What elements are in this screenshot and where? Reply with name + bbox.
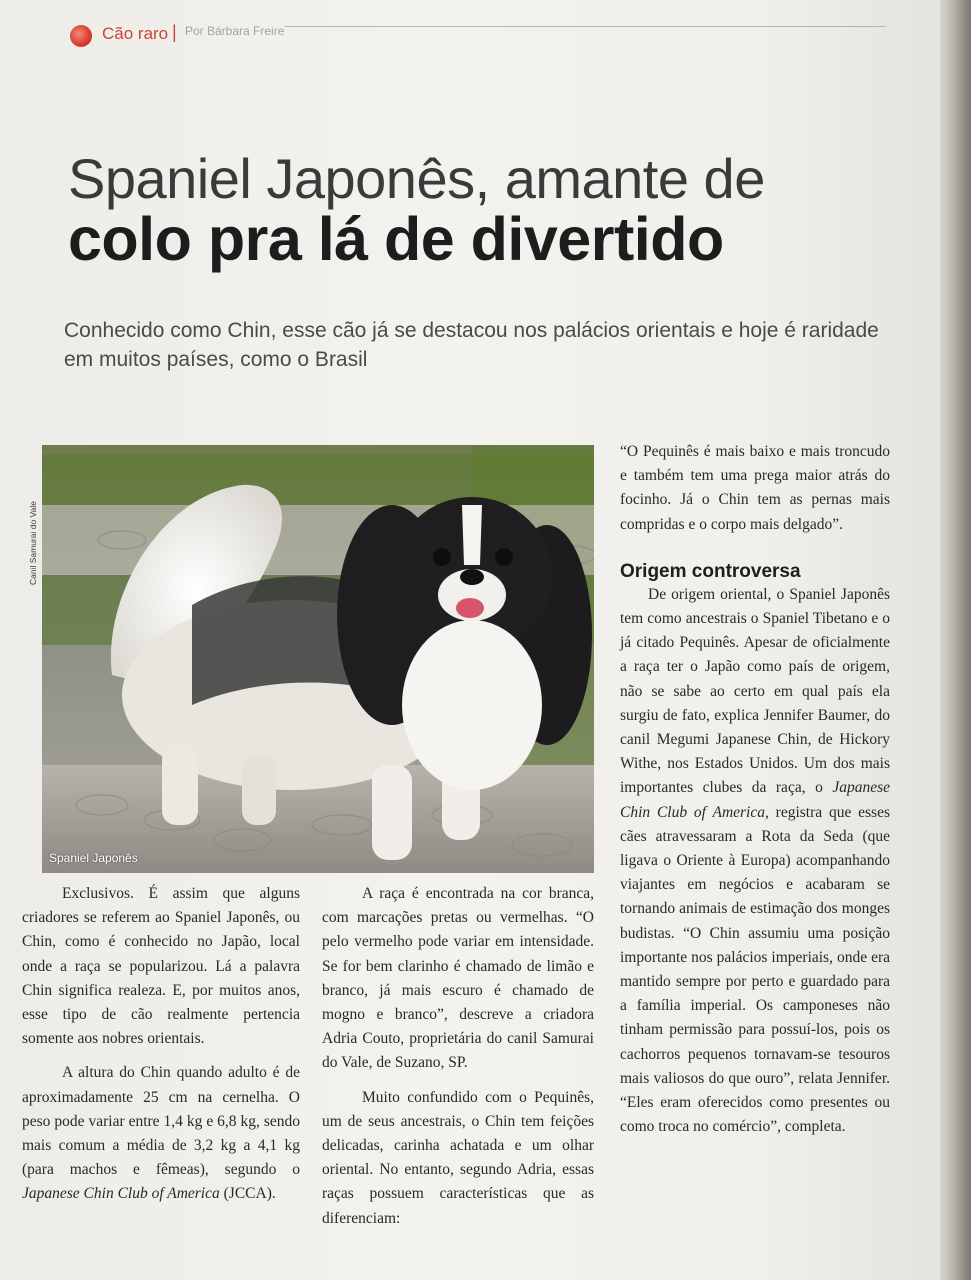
section-name: Cão raro <box>102 24 169 43</box>
dog-photo <box>42 445 594 873</box>
section-heading: Origem controversa <box>620 560 801 582</box>
article-subtitle: Conhecido como Chin, esse cão já se destacou nos palácios orientais e hoje é raridade em muitos países, como o Brasil <box>64 319 879 371</box>
paragraph: De origem oriental, o Spaniel Japonês tem como ancestrais o Spaniel Tibetano e o já citado Pequinês. Apesar de oficialmente a raça ter o Japão como país de origem, não se sabe ao certo em qual país ela surgiu de fato, explica Jennifer Baumer, do canil Megumi Japanese Chin, de Hickory Withe, nos Estados Unidos. Um dos mais importantes clubes da raça, o Japanese Chin Club of America, registra que esses cães atravessaram a Rota da Seda (que ligava o Oriente à Europa) acompanhando viajantes em negócios e acabaram se tornando animais de estimação dos monges budistas. “O Chin assumiu uma posição importante nos palácios imperiais, onde era mantido sempre por perto e guardado para a família imperial. Os camponeses não tinham permissão para possuí-los, pois os cachorros pequenos tornavam-se tesouros mais valiosos do que ouro”, relata Jennifer. “Eles eram oferecidos como presentes ou como troca no comércio”, completa. <box>620 585 891 1136</box>
text-column-1 <box>22 882 300 1207</box>
header-separator: | <box>172 22 177 42</box>
author-byline: Por Bárbara Freire <box>185 24 285 38</box>
club-name-italic: Japanese Chin Club of America <box>22 1185 220 1203</box>
paragraph: Exclusivos. É assim que alguns criadores se referem ao Spaniel Japonês, ou Chin, como é conhecido no Japão, local onde a raça se popularizou. Lá a palavra Chin significa realeza. E, por muitos anos, esse tipo de cão realmente pertencia somente aos nobres orientais. <box>22 885 300 1048</box>
section-header <box>70 20 890 48</box>
paragraph: A raça é encontrada na cor branca, com marcações pretas ou vermelhas. “O pelo vermelho pode variar em intensidade. Se for bem clarinho é chamado de limão e branco, já mais escuro é chamado de mogno e branco”, descreve a criadora Adria Couto, proprietária do canil Samurai do Vale, de Suzano, SP. <box>322 885 594 1072</box>
club-name-italic: Japanese Chin Club of America <box>620 779 890 821</box>
dog-photo-illustration <box>42 445 594 873</box>
text-column-3 <box>620 440 890 1139</box>
page-curl-shadow <box>940 0 971 1280</box>
text-column-2 <box>322 882 594 1231</box>
header-rule <box>285 26 885 27</box>
title-line-2: colo pra lá de divertido <box>68 205 724 273</box>
photo-caption: Spaniel Japonês <box>49 851 138 865</box>
quote-paragraph: “O Pequinês é mais baixo e mais troncudo e também tem uma prega maior atrás do focinho. Já o Chin tem as pernas mais compridas e o corpo mais delgado”. <box>620 443 890 533</box>
paragraph: A altura do Chin quando adulto é de aproximadamente 25 cm na cernelha. O peso pode variar entre 1,4 kg e 6,8 kg, sendo mais comum a média de 3,2 kg a 4,1 kg (para machos e fêmeas), segundo o Japanese Chin Club of America (JCCA). <box>22 1064 300 1203</box>
title-line-1: Spaniel Japonês, amante de <box>68 147 765 210</box>
paragraph: Muito confundido com o Pequinês, um de seus ancestrais, o Chin tem feições delicadas, carinha achatada e um olhar oriental. No entanto, segundo Adria, essas raças possuem características que as diferenciam: <box>322 1088 594 1227</box>
photo-credit: Canil Samurai do Vale <box>28 501 38 585</box>
section-logo-icon <box>70 25 92 47</box>
